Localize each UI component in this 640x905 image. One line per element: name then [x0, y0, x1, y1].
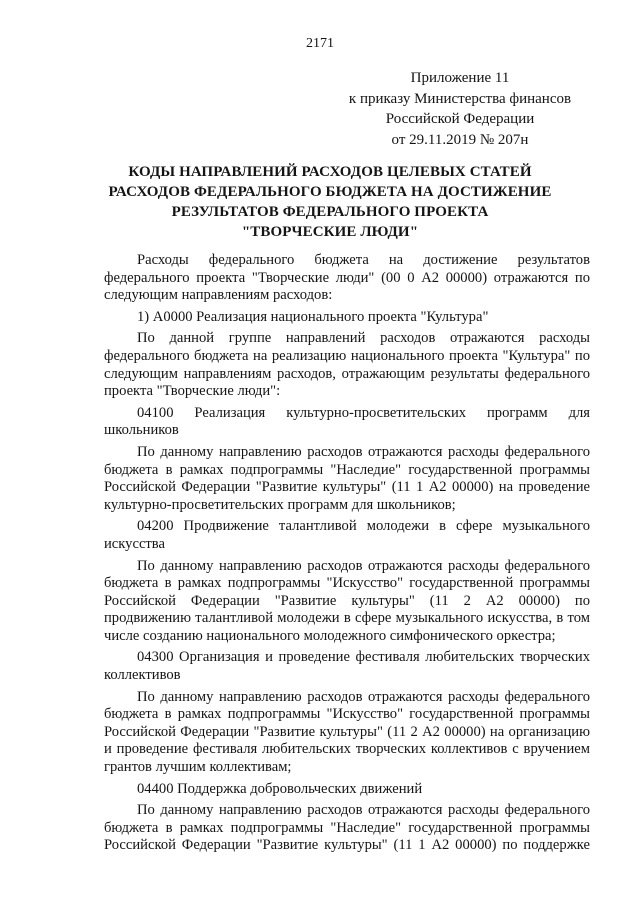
appendix-line: Приложение 11 [410, 70, 510, 86]
paragraph-intro: Расходы федерального бюджета на достижение результатов федерального проекта "Творческие люди" (00 0 А2 00000) отражаются по следующим направлениям расходов: [104, 252, 590, 304]
paragraph-code-04200: 04200 Продвижение талантливой молодежи в сфере музыкального искусства [104, 518, 590, 552]
title-line: РЕЗУЛЬТАТОВ ФЕДЕРАЛЬНОГО ПРОЕКТА [171, 204, 489, 220]
paragraph-description-04400: По данному направлению расходов отражаются расходы федерального бюджета в рамках подпрограммы "Наследие" государственной программы Российской Федерации "Развитие культуры" (11 1 А2 00000) по поддержке [104, 802, 590, 854]
title-line: РАСХОДОВ ФЕДЕРАЛЬНОГО БЮДЖЕТА НА ДОСТИЖЕНИЕ [108, 184, 552, 200]
title-line: КОДЫ НАПРАВЛЕНИЙ РАСХОДОВ ЦЕЛЕВЫХ СТАТЕЙ [128, 164, 532, 180]
page-number: 2171 [306, 36, 334, 51]
document-body [104, 252, 590, 855]
paragraph-code-04100: 04100 Реализация культурно-просветительских программ для школьников [104, 404, 590, 439]
paragraph-group-heading: 1) А0000 Реализация национального проекта "Культура" [137, 308, 489, 325]
title-line: "ТВОРЧЕСКИЕ ЛЮДИ" [241, 224, 419, 240]
appendix-line: от 29.11.2019 № 207н [391, 131, 529, 148]
document-title [80, 162, 580, 242]
paragraph-code-04300: 04300 Организация и проведение фестиваля любительских творческих коллективов [104, 649, 590, 684]
appendix-block [330, 68, 590, 150]
paragraph-description-04100: По данному направлению расходов отражаются расходы федерального бюджета в рамках подпрограммы "Наследие" государственной программы Российской Федерации "Развитие культуры" (11 1 А2 00000) на проведение культурно-просветительских программ для школьников; [104, 443, 590, 513]
paragraph-code-04400: 04400 Поддержка добровольческих движений [137, 780, 423, 797]
paragraph-description-04200: По данному направлению расходов отражаются расходы федерального бюджета в рамках подпрограммы "Искусство" государственной программы Российской Федерации "Развитие культуры" (11 2 А2 00000) по продвижению талантливой молодежи в сфере музыкального искусства, в том числе созданию национального молодежного симфонического оркестра; [104, 557, 590, 644]
appendix-line: к приказу Министерства финансов [348, 90, 572, 107]
paragraph-description-04300: По данному направлению расходов отражаются расходы федерального бюджета в рамках подпрограммы "Искусство" государственной программы Российской Федерации "Развитие культуры" (11 2 А2 00000) на организацию и проведение фестиваля любительских творческих коллективов с вручением грантов лучшим коллективам; [104, 688, 590, 776]
appendix-line: Российской Федерации [385, 111, 535, 127]
paragraph-group-description: По данной группе направлений расходов отражаются расходы федерального бюджета на реализацию национального проекта "Культура" по следующим направлениям расходов, отражающим результаты федерального проекта "Творческие люди": [104, 330, 590, 400]
